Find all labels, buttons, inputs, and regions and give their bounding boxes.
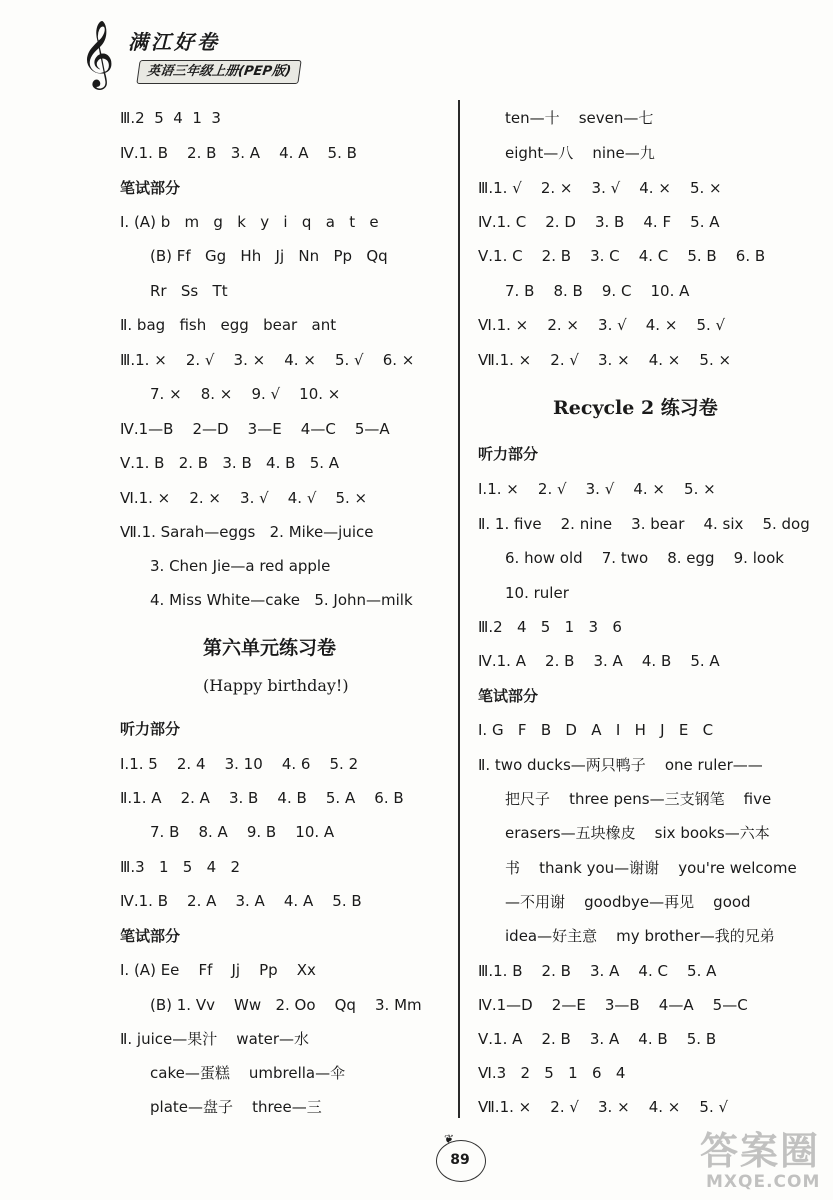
answer-line: Ⅲ.3 1 5 4 2 <box>120 858 241 876</box>
answer-line: Ⅰ. (A) Ee Ff Jj Pp Xx <box>120 961 316 979</box>
answer-line: Ⅱ. bag fish egg bear ant <box>120 316 337 334</box>
music-clef-icon: 𝄞 <box>80 19 115 87</box>
answer-line: Ⅳ.1. C 2. D 3. B 4. F 5. A <box>478 213 720 231</box>
answer-line: 7. B 8. A 9. B 10. A <box>150 823 335 841</box>
answer-line: (B) 1. Vv Ww 2. Oo Qq 3. Mm <box>150 996 422 1014</box>
answer-line: 把尺子 three pens—三支钢笔 five <box>505 790 772 808</box>
answer-line: Ⅲ.1. B 2. B 3. A 4. C 5. A <box>478 962 717 980</box>
brand-title: 满江好卷 <box>128 30 220 54</box>
section-heading: 笔试部分 <box>120 179 181 197</box>
section-heading: 听力部分 <box>120 720 181 738</box>
answer-line: Ⅳ.1—B 2—D 3—E 4—C 5—A <box>120 420 390 438</box>
answer-line: Ⅰ.1. 5 2. 4 3. 10 4. 6 5. 2 <box>120 755 359 773</box>
answer-line: Rr Ss Tt <box>150 282 228 300</box>
answer-line: 10. ruler <box>505 584 569 602</box>
answer-line: Ⅲ.1. × 2. √ 3. × 4. × 5. √ 6. × <box>120 351 415 369</box>
answer-line: 书 thank you—谢谢 you're welcome <box>505 859 797 877</box>
header <box>80 20 330 100</box>
answer-line: Ⅰ. (A) b m g k y i q a t e <box>120 213 379 231</box>
answer-line: (B) Ff Gg Hh Jj Nn Pp Qq <box>150 247 388 265</box>
section-heading: 笔试部分 <box>120 927 181 945</box>
answer-line: Ⅰ.1. × 2. √ 3. √ 4. × 5. × <box>478 480 716 498</box>
answer-line: Ⅶ.1. Sarah—eggs 2. Mike—juice <box>120 523 374 541</box>
answer-line: plate—盘子 three—三 <box>150 1098 322 1116</box>
answer-line: Ⅵ.3 2 5 1 6 4 <box>478 1064 626 1082</box>
section-heading: 笔试部分 <box>478 687 539 705</box>
watermark-text: 答案圈 <box>700 1129 821 1173</box>
watermark-logo <box>700 1120 825 1195</box>
answer-line: Ⅰ. G F B D A I H J E C <box>478 721 714 739</box>
answer-line: Ⅴ.1. C 2. B 3. C 4. C 5. B 6. B <box>478 247 766 265</box>
answer-line: Ⅱ. 1. five 2. nine 3. bear 4. six 5. dog <box>478 515 810 533</box>
answer-line: Ⅱ.1. A 2. A 3. B 4. B 5. A 6. B <box>120 789 404 807</box>
answer-line: ten—十 seven—七 <box>505 109 654 127</box>
watermark-url: MXQE.COM <box>706 1172 821 1192</box>
answer-line: Ⅲ.2 4 5 1 3 6 <box>478 618 622 636</box>
answer-line: eight—八 nine—九 <box>505 144 655 162</box>
answer-line: —不用谢 goodbye—再见 good <box>505 893 751 911</box>
answer-line: Ⅵ.1. × 2. × 3. √ 4. × 5. √ <box>478 316 726 334</box>
answer-line: erasers—五块橡皮 six books—六本 <box>505 824 770 842</box>
answer-line: Ⅳ.1. A 2. B 3. A 4. B 5. A <box>478 652 720 670</box>
answer-line: Ⅳ.1. B 2. B 3. A 4. A 5. B <box>120 144 357 162</box>
answer-line: cake—蛋糕 umbrella—伞 <box>150 1064 346 1082</box>
answer-line: Ⅱ. two ducks—两只鸭子 one ruler—— <box>478 756 763 774</box>
unit-title: 第六单元练习卷 <box>203 637 337 659</box>
page-number: 89 <box>432 1136 488 1184</box>
answer-line: idea—好主意 my brother—我的兄弟 <box>505 927 775 945</box>
answer-line: 7. B 8. B 9. C 10. A <box>505 282 690 300</box>
answer-line: Ⅶ.1. × 2. √ 3. × 4. × 5. √ <box>478 1098 729 1116</box>
answer-line: Ⅵ.1. × 2. × 3. √ 4. √ 5. × <box>120 489 368 507</box>
answer-line: Ⅲ.2 5 4 1 3 <box>120 109 221 127</box>
unit-title: Recycle 2 练习卷 <box>553 397 718 419</box>
answer-line: 3. Chen Jie—a red apple <box>150 557 331 575</box>
answer-line: Ⅴ.1. A 2. B 3. A 4. B 5. B <box>478 1030 717 1048</box>
answer-line: Ⅱ. juice—果汁 water—水 <box>120 1030 310 1048</box>
answer-line: 6. how old 7. two 8. egg 9. look <box>505 549 784 567</box>
book-subtitle: 英语三年级上册(PEP版) <box>136 60 301 84</box>
answer-line: Ⅲ.1. √ 2. × 3. √ 4. × 5. × <box>478 179 722 197</box>
leaf-icon: ❦ <box>444 1132 455 1146</box>
answer-line: 7. × 8. × 9. √ 10. × <box>150 385 341 403</box>
column-divider <box>458 100 460 1118</box>
answer-line: 4. Miss White—cake 5. John—milk <box>150 591 413 609</box>
answer-line: Ⅴ.1. B 2. B 3. B 4. B 5. A <box>120 454 340 472</box>
unit-subtitle: (Happy birthday!) <box>203 676 349 695</box>
section-heading: 听力部分 <box>478 445 539 463</box>
answer-line: Ⅳ.1—D 2—E 3—B 4—A 5—C <box>478 996 748 1014</box>
answer-line: Ⅳ.1. B 2. A 3. A 4. A 5. B <box>120 892 362 910</box>
answer-line: Ⅶ.1. × 2. √ 3. × 4. × 5. × <box>478 351 732 369</box>
